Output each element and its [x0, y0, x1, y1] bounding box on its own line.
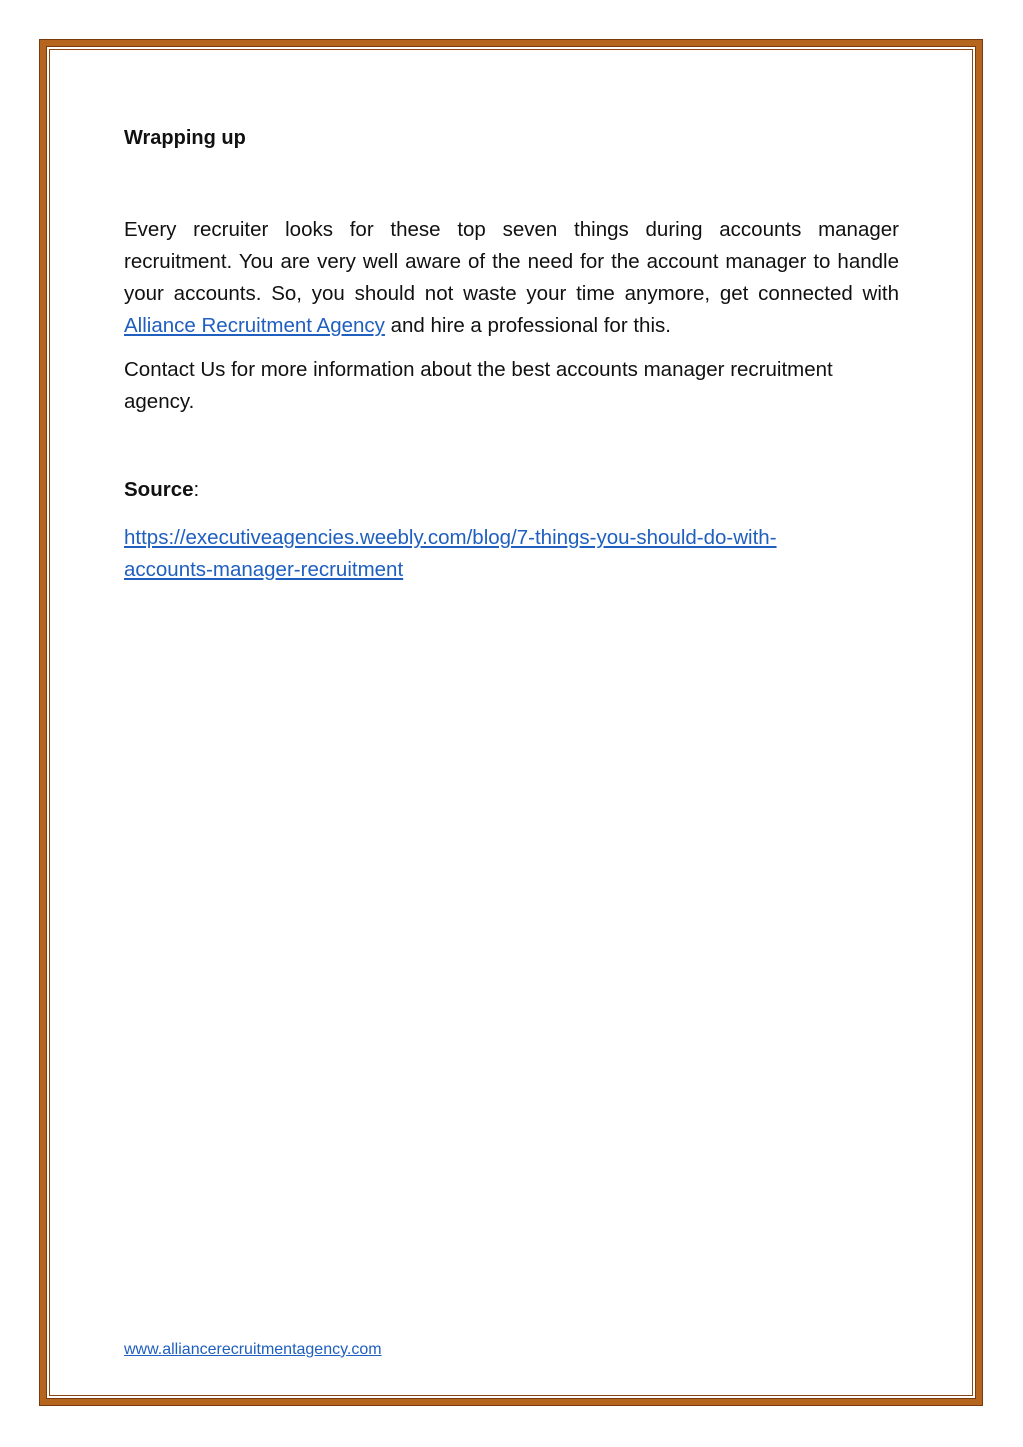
- source-colon: :: [193, 478, 200, 501]
- footer-website-link[interactable]: www.alliancerecruitmentagency.com: [124, 1341, 382, 1358]
- source-label-text: Source: [124, 478, 194, 501]
- footer: [124, 1341, 382, 1359]
- paragraph-summary-text: Every recruiter looks for these top seven things during accounts manager recruitment. You are very well aware of the need for the account manager to handle your accounts. So, you should not waste your time anymore, get connected with: [124, 218, 899, 305]
- paragraph-contact: Contact Us for more information about the best accounts manager recruitment agency.: [124, 358, 833, 413]
- source-url: [124, 522, 899, 586]
- source-url-link[interactable]: [124, 526, 777, 581]
- source-url-line1: https://executiveagencies.weebly.com/blog/7-things-you-should-do-with-: [124, 526, 777, 549]
- source-label: [124, 478, 199, 502]
- section-heading: Wrapping up: [124, 127, 246, 149]
- source-url-line2: accounts-manager-recruitment: [124, 558, 404, 581]
- alliance-agency-link[interactable]: Alliance Recruitment Agency: [124, 314, 385, 337]
- paragraph-summary-tail: and hire a professional for this.: [384, 314, 671, 337]
- paragraph-summary: [124, 214, 899, 342]
